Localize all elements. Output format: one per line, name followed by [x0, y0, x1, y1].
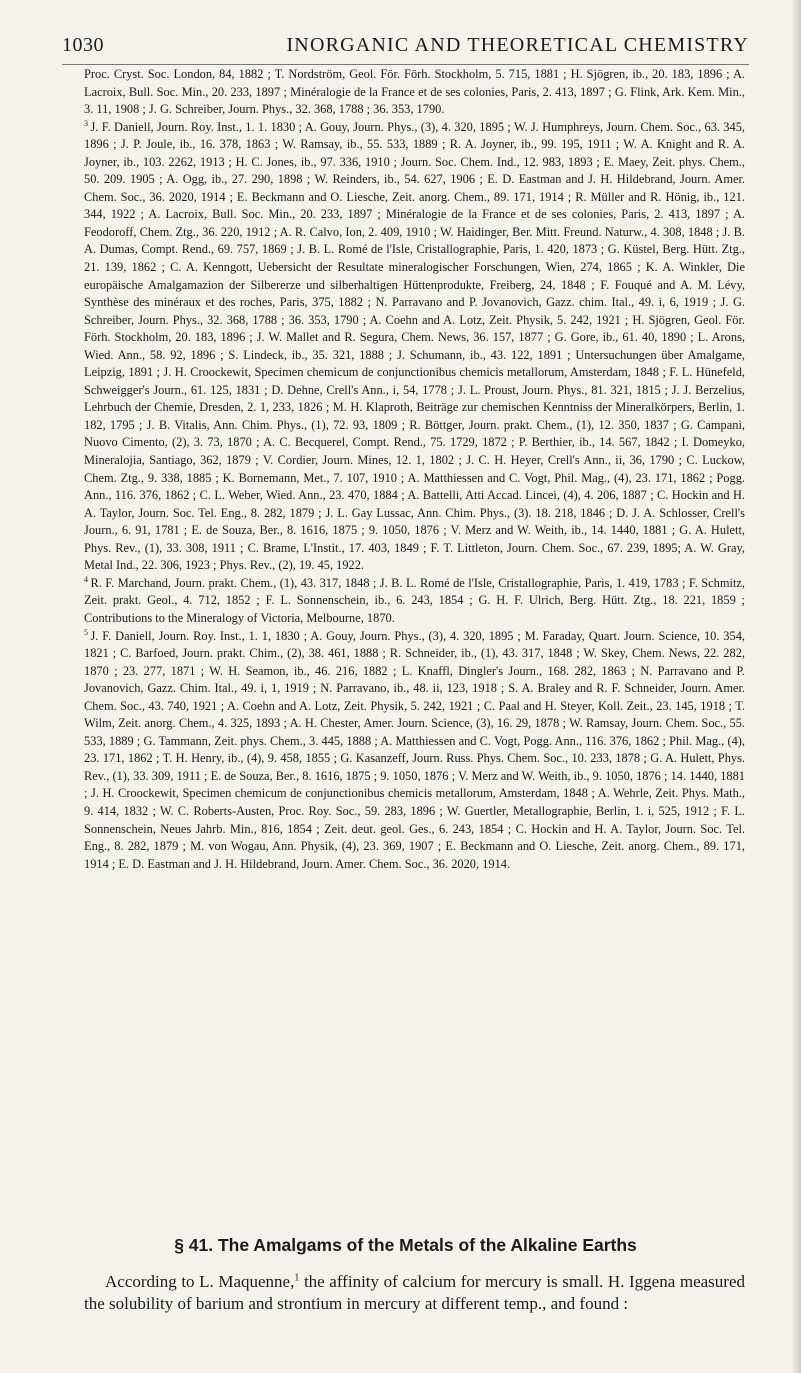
footnote-text: J. F. Daniell, Journ. Roy. Inst., 1. 1. 1830 ; A. Gouy, Journ. Phys., (3), 4. 320, 1895 ; W. J. Humphreys, Journ. Chem. Soc., 63. 345, 1896 ; J. P. Joule, ib., 16. 378, 1863 ; W. Ramsay, ib., 55. 533, 1889 ; R. A. Joyner, ib., 99. 195, 1911 ; W. A. Knight and R. A. Joyner, ib., 103. 2262, 1913 ; H. C. Jones, ib., 97. 336, 1910 ; Journ. Soc. Chem. Ind., 12. 983, 1893 ; E. Maey, Zeit. phys. Chem., 50. 209. 1905 ; A. Ogg, ib., 27. 290, 1898 ; W. Reinders, ib., 54. 627, 1906 ; E. D. Eastman and J. H. Hildebrand, Journ. Amer. Chem. Soc., 36. 2020, 1914 ; E. Beckmann and O. Liesche, Zeit. anorg. Chem., 89. 171, 1914 ; R. Müller and R. Hönig, ib., 121. 344, 1922 ; A. Lacroix, Bull. Soc. Min., 20. 233, 1897 ; Minéralogie de la France et de ses colonies, Paris, 2. 413, 1897 ; A. Feodoroff, Chem. Ztg., 36. 220, 1912 ; A. R. Calvo, Ion, 2. 409, 1910 ; W. Haidinger, Ber. Mitt. Freund. Naturw., 4. 308, 1848 ; J. B. A. Dumas, Compt. Rend., 69. 757, 1869 ; J. B. L. Romé de l'Isle, Cristallographie, Paris, 1. 420, 1873 ; G. Küstel, Berg. Hütt. Ztg., 21. 139, 1862 ; C. A. Kenngott, Uebersicht der Resultate mineralogischer Forschungen, Wien, 274, 1865 ; K. A. Winkler, Die europäische Amalgamazion der Silbererze und silberhaltigen Hüttenprodukte, Freiberg, 24, 1848 ; F. Fouqué and A. M. Lévy, Synthèse des minéraux et des roches, Paris, 375, 1882 ; N. Parravano and P. Jovanovich, Gazz. chim. Ital., 49. i, 6, 1919 ; J. G. Schreiber, Journ. Phys., 32. 368, 1788 ; 36. 353, 1790 ; A. Coehn and A. Lotz, Zeit. Physik, 5. 242, 1921 ; H. Sjögren, Geol. För. Förh. Stockholm, 20. 183, 1896 ; J. W. Mallet and R. Segura, Chem. News, 36. 157, 1877 ; G. Gore, ib., 61. 40, 1890 ; L. Arons, Wied. Ann., 58. 92, 1896 ; S. Lindeck, ib., 35. 321, 1888 ; J. Schumann, ib., 43. 122, 1891 ; Untersuchungen über Amalgame, Leipzig, 1891 ; J. H. Croockewit, Specimen chemicum de conjunctionibus chemicis metallorum, Amsterdam, 1848 ; F. L. Hünefeld, Schweigger's Journ., 61. 125, 1831 ; D. Dehne, Crell's Ann., i, 54, 1778 ; J. L. Proust, Journ. Phys., 81. 321, 1815 ; J. J. Berzelius, Lehrbuch der Chemie, Dresden, 2. 1, 233, 1826 ; M. H. Klaproth, Beiträge zur chemischen Kenntniss der Mineralkörpers, Berlin, 1. 182, 1795 ; J. B. Vitalis, Ann. Chim. Phys., (1), 72. 93, 1809 ; R. Böttger, Journ. prakt. Chem., (1), 12. 350, 1837 ; G. Campani, Nuovo Cimento, (2), 3. 73, 1870 ; A. C. Becquerel, Compt. Rend., 75. 1729, 1872 ; P. Berthier, ib., 14. 567, 1842 ; I. Domeyko, Mineralojia, Santiago, 362, 1879 ; V. Cordier, Journ. Mines, 12. 1, 1802 ; J. C. H. Heyer, Crell's Ann., ii, 36, 1790 ; C. Luckow, Chem. Ztg., 9. 338, 1885 ; K. Bornemann, Met., 7. 107, 1910 ; A. Matthiessen and C. Vogt, Phil. Mag., (4), 23. 171, 1862 ; Pogg. Ann., 116. 376, 1862 ; C. L. Weber, Wied. Ann., 23. 470, 1884 ; A. Battelli, Atti Accad. Lincei, (4), 4. 206, 1887 ; C. Hockin and H. A. Taylor, Journ. Soc. Tel. Eng., 8. 282, 1879 ; J. L. Gay Lussac, Ann. Chim. Phys., (3). 18. 218, 1846 ; D. J. A. Schlosser, Crell's Journ., 6. 91, 1781 ; E. de Souza, Ber., 8. 1616, 1875 ; 9. 1050, 1876 ; V. Merz and W. Weith, ib., 14. 1440, 1881 ; G. A. Hulett, Phys. Rev., (1), 33. 308, 1911 ; C. Brame, L'Instit., 17. 403, 1849 ; F. T. Littleton, Journ. Chem. Soc., 67. 239, 1895; A. W. Gray, Metal Ind., 22. 306, 1923 ; Phys. Rev., (2), 19. 45, 1922.: [84, 119, 745, 573]
body-text: [84, 1271, 745, 1315]
footnote-4: [84, 575, 745, 628]
footnote-5: [84, 628, 745, 874]
running-header: [62, 34, 749, 60]
footnote-marker: 5: [84, 627, 88, 637]
section-heading: § 41. The Amalgams of the Metals of the Alkaline Earths: [174, 1235, 637, 1255]
footnote-continued: Proc. Cryst. Soc. London, 84, 1882 ; T. Nordström, Geol. För. Förh. Stockholm, 5. 715, 1881 ; H. Sjögren, ib., 20. 183, 1896 ; A. Lacroix, Bull. Soc. Min., 20. 233, 1897 ; Minéralogie de la France et de ses colonies, Paris, 2. 413, 1897 ; G. Flink, Ark. Kem. Min., 3. 11, 1908 ; J. G. Schreiber, Journ. Phys., 32. 368, 1788 ; 36. 353, 1790.: [84, 67, 745, 117]
footnote-text: R. F. Marchand, Journ. prakt. Chem., (1), 43. 317, 1848 ; J. B. L. Romé de l'Isle, Cristallographie, Paris, 1. 419, 1783 ; F. Schmitz, Zeit. prakt. Geol., 4. 712, 1852 ; F. L. Sonnenschein, ib., 6. 243, 1854 ; G. H. F. Ulrich, Berg. Hütt. Ztg., 18. 221, 1859 ; Contributions to the Mineralogy of Victoria, Melbourne, 1870.: [84, 575, 745, 625]
running-title: INORGANIC AND THEORETICAL CHEMISTRY: [286, 34, 749, 56]
paragraph-rest: the affinity of calcium for mercury is small. H. Iggena measured the solubility of barium and strontium in mercury at different temp., and found :: [84, 1272, 745, 1313]
footnote-3: [84, 119, 745, 575]
header-rule: [62, 64, 749, 65]
paragraph-start: According to L. Maquenne,: [105, 1272, 295, 1291]
footnote-marker: 3: [84, 118, 88, 128]
body-paragraph: [84, 1271, 745, 1315]
footnotes: [84, 66, 745, 873]
page-edge-shadow: [791, 0, 801, 1373]
footnote-marker: 4: [84, 574, 88, 584]
page-number: 1030: [62, 34, 104, 56]
footnote-text: J. F. Daniell, Journ. Roy. Inst., 1. 1, 1830 ; A. Gouy, Journ. Phys., (3), 4. 320, 1895 ; M. Faraday, Quart. Journ. Science, 10. 354, 1821 ; C. Barfoed, Journ. prakt. Chim., (2), 38. 461, 1888 ; R. Schneider, ib., (1), 43. 317, 1848 ; W. Skey, Chem. News, 22. 282, 1870 ; 23. 277, 1871 ; W. H. Seamon, ib., 46. 216, 1882 ; L. Knaffl, Dingler's Journ., 168. 282, 1863 ; N. Parravano and P. Jovanovich, Gazz. Chim. Ital., 49. i, 1, 1919 ; N. Parravano, ib., 48. ii, 123, 1918 ; S. A. Braley and R. F. Schneider, Journ. Amer. Chem. Soc., 43. 740, 1921 ; A. Coehn and A. Lotz, Zeit. Physik, 5. 242, 1921 ; C. Paal and H. Steyer, Koll. Zeit., 23. 145, 1918 ; T. Wilm, Zeit. anorg. Chem., 4. 325, 1893 ; A. H. Chester, Amer. Journ. Science, (3), 16. 29, 1878 ; W. Ramsay, Journ. Chem. Soc., 55. 533, 1889 ; G. Tammann, Zeit. phys. Chem., 3. 445, 1888 ; A. Matthiessen and C. Vogt, Pogg. Ann., 116. 376, 1862 ; Phil. Mag., (4), 23. 171, 1862 ; T. H. Henry, ib., (4), 9. 458, 1855 ; G. Kasanzeff, Journ. Russ. Phys. Chem. Soc., 10. 233, 1878 ; G. A. Hulett, Phys. Rev., (1), 33. 309, 1911 ; E. de Souza, Ber., 8. 1616, 1875 ; 9. 1050, 1876 ; V. Merz and W. Weith, ib., 9. 1050, 1876 ; 14. 1440, 1881 ; J. H. Croockewit, Specimen chemicum de conjunctionibus chemicis metallorum, Amsterdam, 1848 ; A. Wehrle, Zeit. Phys. Math., 9. 414, 1832 ; W. C. Roberts-Austen, Proc. Roy. Soc., 59. 283, 1896 ; W. Guertler, Metallographie, Berlin, 1. i, 525, 1912 ; F. L. Sonnenschein, Neues Jahrb. Min., 816, 1854 ; Zeit. deut. geol. Ges., 6. 243, 1854 ; C. Hockin and H. A. Taylor, Journ. Soc. Tel. Eng., 8. 282, 1879 ; M. von Wogau, Ann. Physik, (4), 23. 369, 1907 ; E. Beckmann and O. Liesche, Zeit. anorg. Chem., 89. 171, 1914 ; E. D. Eastman and J. H. Hildebrand, Journ. Amer. Chem. Soc., 36. 2020, 1914.: [84, 628, 745, 871]
footnote-reference: 1: [294, 1272, 300, 1284]
